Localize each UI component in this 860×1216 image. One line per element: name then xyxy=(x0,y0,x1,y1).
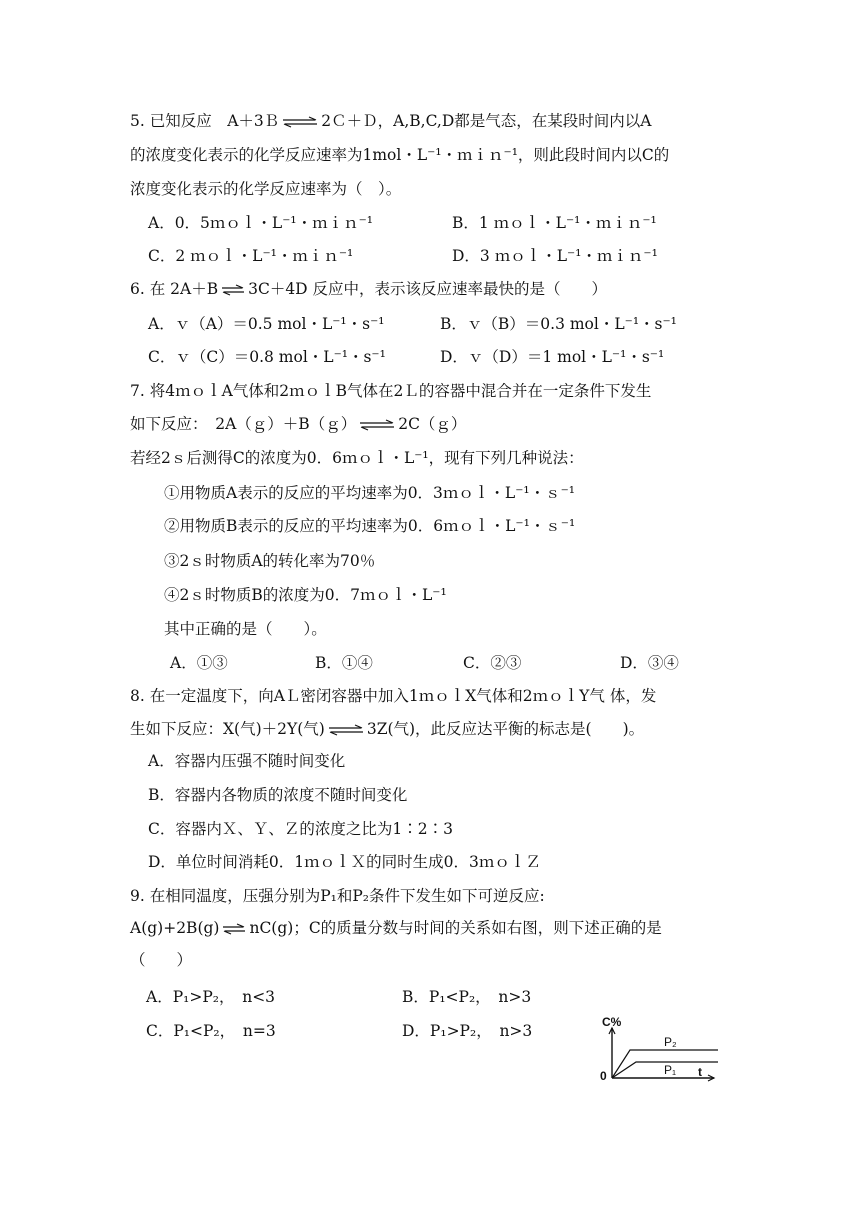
equilibrium-arrow-icon xyxy=(220,284,246,296)
q9-line1: 9. 在相同温度，压强分别为P₁和P₂条件下发生如下可逆反应: xyxy=(130,887,545,905)
q9-option-b: B．P₁<P₂， n>3 xyxy=(402,988,532,1006)
q7-statement-3: ③2ｓ时物质A的转化率为70％ xyxy=(164,552,376,570)
q6-option-d: D．ｖ（D）＝1 mol・L⁻¹・s⁻¹ xyxy=(440,348,665,366)
q5-option-d: D．3 ｍｏｌ・L⁻¹・ｍｉｎ⁻¹ xyxy=(452,247,658,265)
q7-statement-4: ④2ｓ时物质B的浓度为0．7ｍｏｌ・L⁻¹ xyxy=(164,586,447,604)
q5-option-c: C．2 ｍｏｌ・L⁻¹・ｍｉｎ⁻¹ xyxy=(148,247,354,265)
q5-line1: 5. 已知反应 A＋3Ｂ 2Ｃ＋Ｄ，A,B,C,D都是气态，在某段时间内以A xyxy=(130,112,652,130)
q9-line2: A(g)+2B(g) nC(g)；C的质量分数与时间的关系如右图，则下述正确的是 xyxy=(130,919,662,937)
q7-line2: 如下反应： 2A（ｇ）＋B（ｇ） 2C（ｇ） xyxy=(130,415,467,433)
figure-xlabel: t xyxy=(698,1065,702,1079)
q7-line1: 7. 将4ｍｏｌA气体和2ｍｏｌB气体在2Ｌ的容器中混合并在一定条件下发生 xyxy=(130,382,652,400)
q6-line1: 6. 在 2A＋B 3C＋4D 反应中，表示该反应速率最快的是（ ） xyxy=(130,280,608,298)
equilibrium-arrow-icon xyxy=(221,923,247,935)
q7-option-a: A．①③ xyxy=(170,654,228,672)
q7-option-d: D．③④ xyxy=(620,654,679,672)
q8-option-d: D．单位时间消耗0．1ｍｏｌＸ的同时生成0．3ｍｏｌＺ xyxy=(148,853,541,871)
figure-lower-label: P₁ xyxy=(664,1063,677,1077)
q8-option-b: B．容器内各物质的浓度不随时间变化 xyxy=(148,786,408,804)
q7-statement-1: ①用物质A表示的反应的平均速率为0．3ｍｏｌ・L⁻¹・ｓ⁻¹ xyxy=(164,484,576,502)
q6-option-c: C．ｖ（C）＝0.8 mol・L⁻¹・s⁻¹ xyxy=(148,348,386,366)
q8-option-a: A．容器内压强不随时间变化 xyxy=(148,752,346,770)
figure-upper-label: P₂ xyxy=(664,1035,677,1049)
q5-line3: 浓度变化表示的化学反应速率为（ ）。 xyxy=(130,180,402,198)
q7-option-c: C．②③ xyxy=(463,654,522,672)
q9-option-a: A．P₁>P₂， n<3 xyxy=(146,988,276,1006)
q5-option-a: A．0．5ｍｏｌ・L⁻¹・ｍｉｎ⁻¹ xyxy=(148,214,374,232)
q6-option-b: B．ｖ（B）＝0.3 mol・L⁻¹・s⁻¹ xyxy=(440,315,677,333)
q9-option-c: C．P₁<P₂， n=3 xyxy=(146,1022,276,1040)
q9-figure xyxy=(596,1014,720,1090)
q8-option-c: C．容器内Ｘ、Ｙ、Ｚ的浓度之比为1∶2∶3 xyxy=(148,820,453,838)
q5-line2: 的浓度变化表示的化学反应速率为1mol・L⁻¹・ｍｉｎ⁻¹，则此段时间内以C的 xyxy=(130,146,670,164)
equilibrium-arrow-icon xyxy=(327,724,365,736)
q7-line3: 若经2ｓ后测得C的浓度为0．6ｍｏｌ・L⁻¹，现有下列几种说法： xyxy=(130,449,584,467)
q9-option-d: D．P₁>P₂， n>3 xyxy=(402,1022,533,1040)
q7-option-b: B．①④ xyxy=(315,654,373,672)
q8-line1: 8. 在一定温度下，向AＬ密闭容器中加入1ｍｏｌX气体和2ｍｏｌY气 体，发 xyxy=(130,687,657,705)
figure-origin: 0 xyxy=(600,1069,607,1083)
q9-line3: （ ） xyxy=(130,951,193,969)
figure-ylabel: C% xyxy=(602,1015,622,1029)
equilibrium-arrow-icon xyxy=(281,116,319,128)
q7-question: 其中正确的是（ ）。 xyxy=(164,620,327,638)
equilibrium-arrow-icon xyxy=(358,419,396,431)
q6-option-a: A．ｖ（A）＝0.5 mol・L⁻¹・s⁻¹ xyxy=(148,315,385,333)
q7-statement-2: ②用物质B表示的反应的平均速率为0．6ｍｏｌ・L⁻¹・ｓ⁻¹ xyxy=(164,517,576,535)
q8-line2: 生如下反应：X(气)＋2Y(气) 3Z(气)，此反应达平衡的标志是( )。 xyxy=(130,720,645,738)
q5-option-b: B．1 ｍｏｌ・L⁻¹・ｍｉｎ⁻¹ xyxy=(452,214,657,232)
